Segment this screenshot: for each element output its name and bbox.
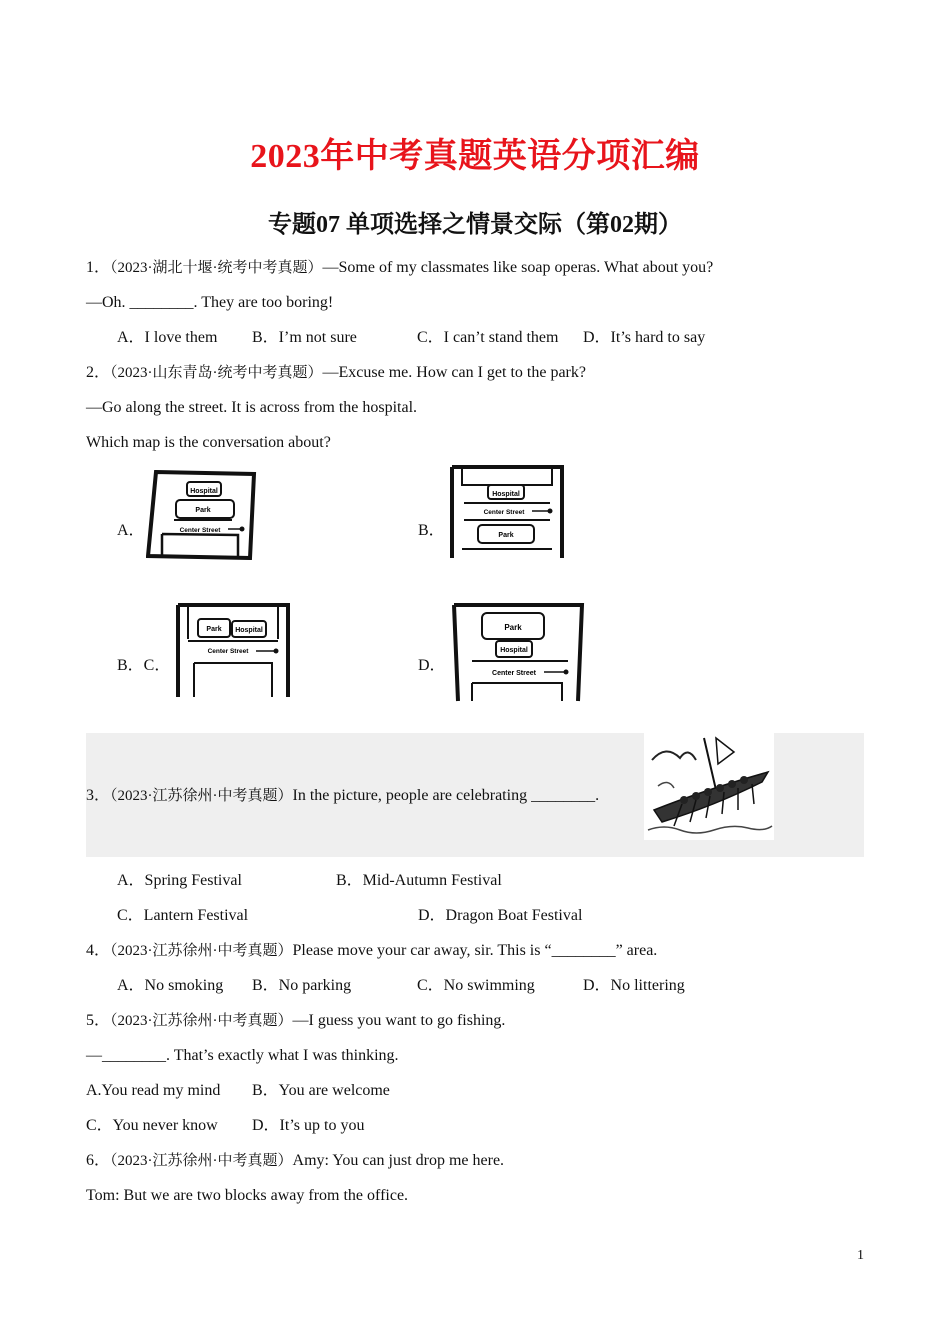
question-text: —Excuse me. How can I get to the park? xyxy=(322,364,586,381)
question-3-option-d: D．Dragon Boat Festival xyxy=(418,907,583,924)
question-text: In the picture, people are celebrating ________. xyxy=(292,787,600,804)
question-1-option-d: D．It’s hard to say xyxy=(583,329,706,346)
question-text: Please move your car away, sir. This is “________” area. xyxy=(292,942,658,959)
question-number: 2． xyxy=(86,364,111,381)
page-number: 1 xyxy=(857,1248,864,1263)
map-c-park: Park xyxy=(206,626,222,633)
question-4-option-a: A．No smoking xyxy=(117,977,224,994)
question-source: （2023·江苏徐州·中考真题） xyxy=(110,943,293,959)
map-d-label: D． xyxy=(418,657,446,674)
question-number: 6． xyxy=(86,1152,111,1169)
document-subtitle: 专题07 单项选择之情景交际（第02期） xyxy=(268,212,682,238)
question-6-line-2: Tom: But we are two blocks away from the office. xyxy=(86,1187,409,1204)
map-c-label: B．C． xyxy=(117,657,171,674)
question-source: （2023·湖北十堰·统考中考真题） xyxy=(110,260,323,276)
map-a-street: Center Street xyxy=(179,527,221,534)
question-source: （2023·江苏徐州·中考真题） xyxy=(110,1153,293,1169)
map-d-street: Center Street xyxy=(492,670,536,677)
question-text: —I guess you want to go fishing. xyxy=(292,1012,506,1029)
map-b-label: B． xyxy=(418,522,445,539)
question-1-line-2: —Oh. ________. They are too boring! xyxy=(86,294,334,311)
map-c-street: Center Street xyxy=(207,648,249,655)
question-1-option-b: B．I’m not sure xyxy=(252,329,357,346)
question-4-option-c: C．No swimming xyxy=(417,977,535,994)
question-5-stem xyxy=(86,1011,505,1031)
question-4-stem xyxy=(86,941,657,961)
question-number: 3． xyxy=(86,787,111,804)
question-4-option-d: D．No littering xyxy=(583,977,685,994)
question-number: 5． xyxy=(86,1012,111,1029)
question-text: Amy: You can just drop me here. xyxy=(292,1152,505,1169)
question-2-stem xyxy=(86,363,586,383)
map-b-park: Park xyxy=(498,532,514,539)
question-4-option-b: B．No parking xyxy=(252,977,352,994)
question-3-option-c: C．Lantern Festival xyxy=(117,907,249,924)
question-5-option-d: D．It’s up to you xyxy=(252,1117,365,1134)
question-1-option-a: A．I love them xyxy=(117,329,218,346)
question-number: 1． xyxy=(86,259,111,276)
question-5-line-2: —________. That’s exactly what I was thinking. xyxy=(86,1047,399,1064)
map-b-figure xyxy=(450,465,564,560)
question-5-option-a: A.You read my mind xyxy=(86,1082,221,1099)
question-5-option-b: B．You are welcome xyxy=(252,1082,390,1099)
map-d-figure xyxy=(452,603,586,703)
question-6-stem xyxy=(86,1151,504,1171)
question-source: （2023·山东青岛·统考中考真题） xyxy=(110,365,323,381)
question-2-line-2: —Go along the street. It is across from the hospital. xyxy=(86,399,418,416)
map-a-label: A． xyxy=(117,522,145,539)
map-a-hospital: Hospital xyxy=(190,488,218,495)
map-c-figure xyxy=(176,603,290,699)
map-a-figure xyxy=(146,470,258,560)
map-d-hospital: Hospital xyxy=(500,647,528,654)
map-a-park: Park xyxy=(195,507,211,514)
question-number: 4． xyxy=(86,942,111,959)
map-b-street: Center Street xyxy=(483,509,525,516)
question-1-stem xyxy=(86,258,713,278)
map-b-hospital: Hospital xyxy=(492,491,520,498)
dragon-boat-illustration xyxy=(644,730,774,840)
question-3-option-b: B．Mid-Autumn Festival xyxy=(336,872,502,889)
question-3-option-a: A．Spring Festival xyxy=(117,872,242,889)
question-3-stem xyxy=(86,786,599,806)
question-5-option-c: C．You never know xyxy=(86,1117,218,1134)
map-c-hospital: Hospital xyxy=(235,627,263,634)
document-title: 2023年中考真题英语分项汇编 xyxy=(250,138,700,175)
map-d-park: Park xyxy=(504,623,522,632)
question-1-option-c: C．I can’t stand them xyxy=(417,329,559,346)
question-text: —Some of my classmates like soap operas. What about you? xyxy=(322,259,714,276)
question-source: （2023·江苏徐州·中考真题） xyxy=(110,788,293,804)
question-source: （2023·江苏徐州·中考真题） xyxy=(110,1013,293,1029)
question-2-line-3: Which map is the conversation about? xyxy=(86,434,331,451)
